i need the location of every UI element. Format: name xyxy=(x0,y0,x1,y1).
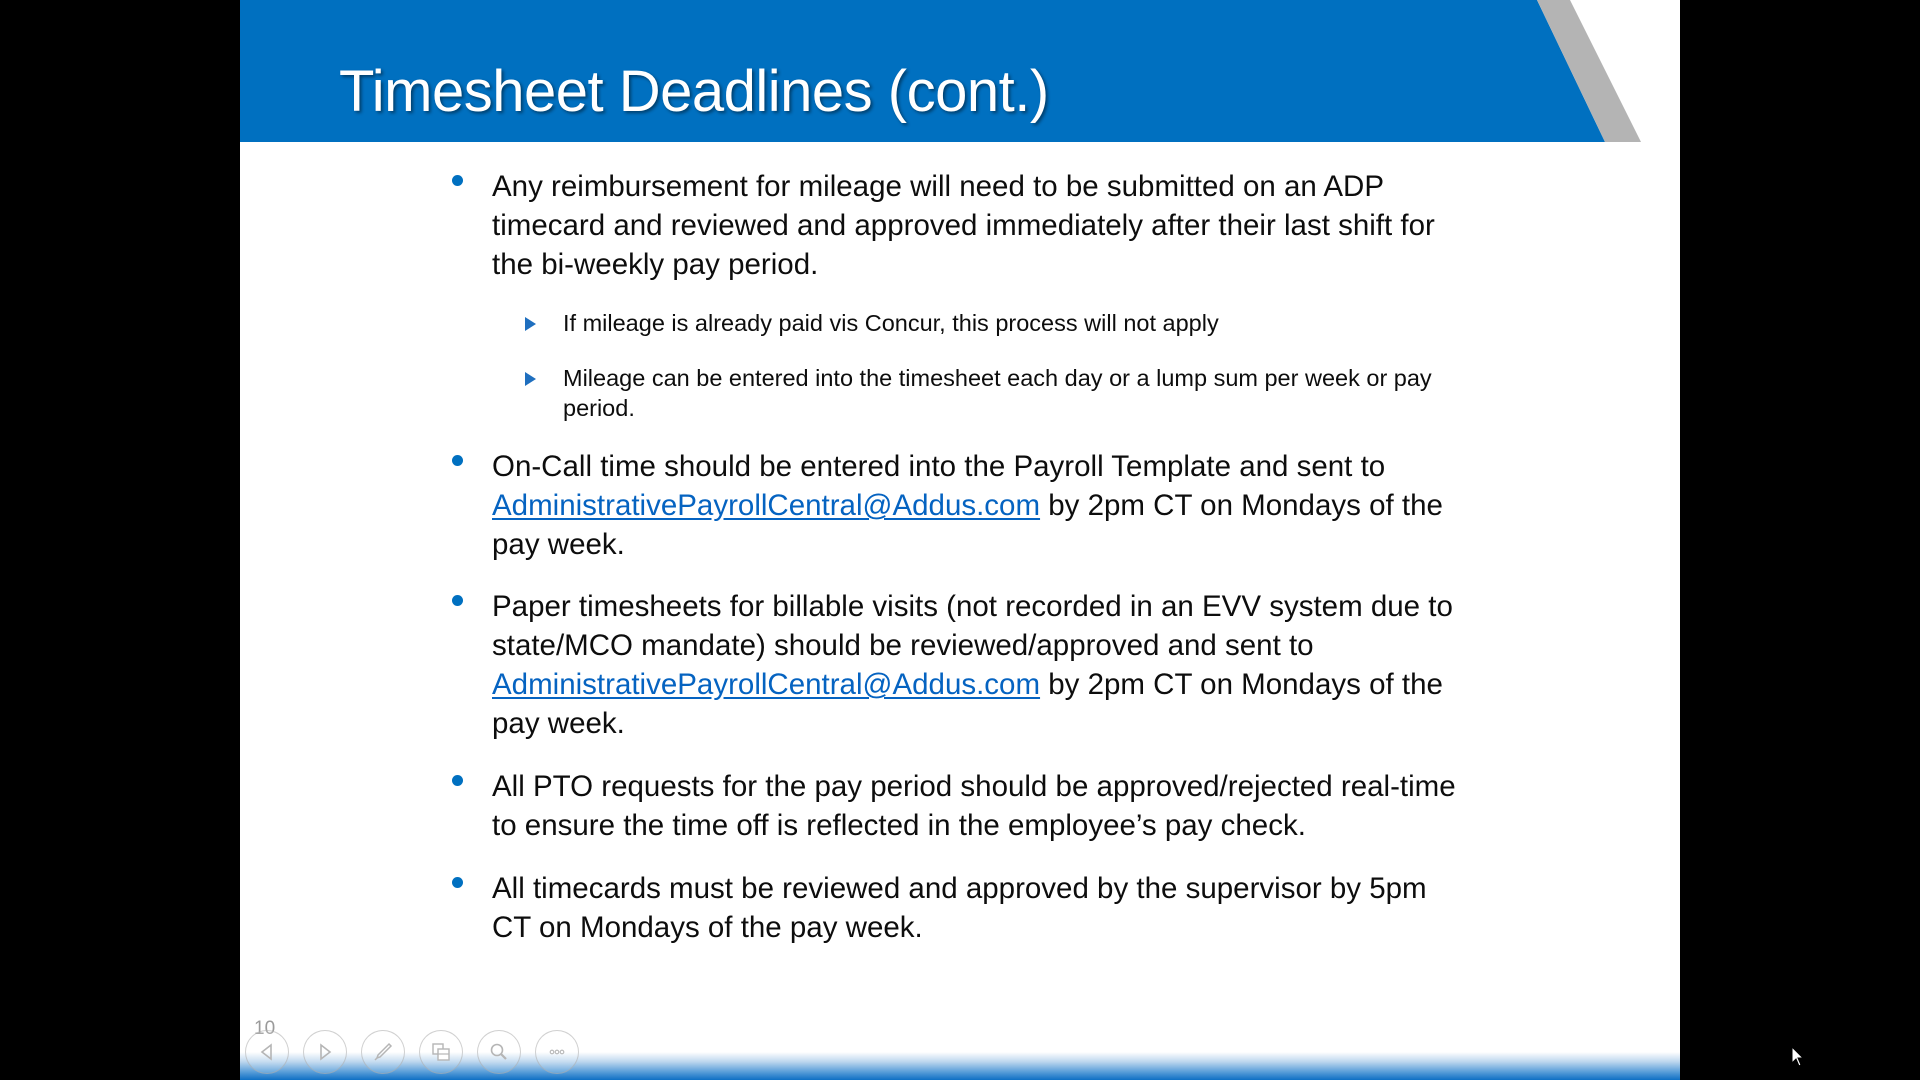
email-link[interactable]: AdministrativePayrollCentral@Addus.com xyxy=(492,489,1041,522)
presentation-slide xyxy=(240,0,1680,1080)
previous-slide-button[interactable] xyxy=(245,1030,289,1074)
bullet-text: the bi-weekly pay period. xyxy=(492,248,819,281)
bullet-text: by 2pm CT on Mondays of the xyxy=(1040,489,1443,522)
bullet-dot-icon xyxy=(452,775,463,786)
bullet-item-mileage xyxy=(492,167,1642,284)
bullet-text: state/MCO mandate) should be reviewed/approved and sent to xyxy=(492,629,1314,662)
sub-bullet-text: period. xyxy=(563,395,635,421)
bullet-text: Any reimbursement for mileage will need to be submitted on an ADP xyxy=(492,170,1385,203)
bullet-text: pay week. xyxy=(492,528,625,561)
bullet-dot-icon xyxy=(452,877,463,888)
pen-icon xyxy=(371,1040,395,1064)
bullet-dot-icon xyxy=(452,455,463,466)
bullet-dot-icon xyxy=(452,175,463,186)
bullet-item-timecards xyxy=(492,869,1642,947)
sub-bullet-text: Mileage can be entered into the timesheet each day or a lump sum per week or pay xyxy=(563,365,1432,391)
slides-grid-icon xyxy=(429,1040,453,1064)
bullet-text: pay week. xyxy=(492,707,625,740)
more-options-button[interactable] xyxy=(535,1030,579,1074)
slide-title: Timesheet Deadlines (cont.) xyxy=(339,59,1049,124)
magnifier-icon xyxy=(487,1040,511,1064)
bullet-item-paper-timesheets xyxy=(492,587,1642,743)
sub-bullet-concur xyxy=(563,308,1563,338)
bullet-text: Paper timesheets for billable visits (not recorded in an EVV system due to xyxy=(492,590,1453,623)
bullet-text: to ensure the time off is reflected in the employee’s pay check. xyxy=(492,809,1306,842)
slide-number: 10 xyxy=(254,1018,276,1039)
zoom-button[interactable] xyxy=(477,1030,521,1074)
bullet-dot-icon xyxy=(452,595,463,606)
arrow-bullet-icon xyxy=(525,317,536,331)
next-slide-button[interactable] xyxy=(303,1030,347,1074)
title-banner xyxy=(240,0,1680,143)
triangle-left-icon xyxy=(255,1040,279,1064)
bullet-text: by 2pm CT on Mondays of the xyxy=(1040,668,1443,701)
sub-bullet-text: If mileage is already paid vis Concur, this process will not apply xyxy=(563,310,1219,336)
slideshow-toolbar xyxy=(245,1030,579,1074)
bullet-text: All timecards must be reviewed and approved by the supervisor by 5pm xyxy=(492,872,1427,905)
bullet-text-with-link xyxy=(492,665,1642,704)
triangle-right-icon xyxy=(313,1040,337,1064)
bullet-item-on-call xyxy=(492,447,1642,564)
bullet-text: All PTO requests for the pay period should be approved/rejected real-time xyxy=(492,770,1456,803)
arrow-bullet-icon xyxy=(525,372,536,386)
bullet-text: On-Call time should be entered into the Payroll Template and sent to xyxy=(492,450,1386,483)
pen-tool-button[interactable] xyxy=(361,1030,405,1074)
bullet-item-pto xyxy=(492,767,1642,845)
email-link[interactable]: AdministrativePayrollCentral@Addus.com xyxy=(492,668,1041,701)
bullet-text: timecard and reviewed and approved immediately after their last shift for xyxy=(492,209,1435,242)
mouse-cursor-icon xyxy=(1791,1046,1805,1068)
ellipsis-icon xyxy=(545,1040,569,1064)
bullet-text-with-link xyxy=(492,486,1642,525)
sub-bullet-mileage-entry xyxy=(563,363,1563,423)
see-all-slides-button[interactable] xyxy=(419,1030,463,1074)
bullet-text: CT on Mondays of the pay week. xyxy=(492,911,923,944)
